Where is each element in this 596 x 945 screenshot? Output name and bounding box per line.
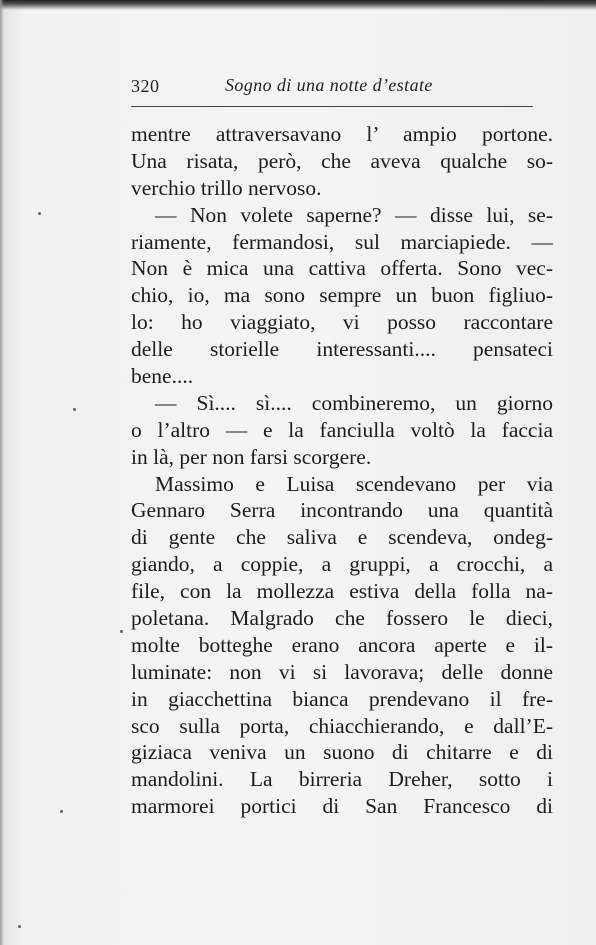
text-line: — Sì.... sì.... combineremo, un giorno [155, 390, 553, 415]
text-line: verchio trillo nervoso. [131, 175, 322, 200]
text-line: bene.... [131, 364, 194, 389]
text-line: riamente, fermandosi, sul marciapiede. — [131, 229, 553, 254]
running-title: Sogno di una notte d’estate [225, 75, 433, 95]
text-line: Una risata, però, che aveva qualche so- [131, 148, 553, 173]
text-line: poletana. Malgrado che fossero le dieci, [131, 606, 553, 631]
text-line: sco sulla porta, chiacchierando, e dall’E- [131, 713, 553, 738]
text-line: giziaca veniva un suono di chitarre e di [131, 740, 553, 765]
page-top-edge-shadow [0, 0, 596, 10]
paper-speck [38, 212, 41, 215]
paper-speck [120, 630, 123, 633]
text-line: mentre attraversavano l’ ampio portone. [131, 122, 553, 146]
text-line: o l’altro — e la fanciulla voltò la faccia [131, 417, 553, 442]
text-line: molte botteghe erano ancora aperte e il- [131, 632, 553, 657]
text-line: lo: ho viaggiato, vi posso raccontare [131, 310, 553, 335]
text-line: in giacchettina bianca prendevano il fre- [131, 686, 553, 711]
text-line: Massimo e Luisa scendevano per via [155, 471, 553, 496]
body-text [131, 121, 556, 820]
page-left-edge-shadow [0, 0, 4, 945]
page-number: 320 [131, 76, 160, 96]
text-line: Gennaro Serra incontrando una quantità [131, 498, 553, 523]
paper-speck [18, 925, 21, 928]
text-line: mandolini. La birreria Dreher, sotto i [131, 767, 553, 792]
text-line: chio, io, ma sono sempre un buon figliuo- [131, 283, 553, 308]
header-rule [131, 106, 533, 107]
page-header [131, 74, 551, 100]
text-line: file, con la mollezza estiva della folla na- [131, 579, 553, 604]
paper-speck [73, 408, 76, 411]
text-line: Non è mica una cattiva offerta. Sono vec- [131, 256, 553, 281]
text-line: — Non volete saperne? — disse lui, se- [155, 202, 553, 227]
text-line: luminate: non vi si lavorava; delle donne [131, 659, 553, 684]
text-line: giando, a coppie, a gruppi, a crocchi, a [131, 552, 553, 577]
paper-speck [60, 810, 63, 813]
text-line: delle storielle interessanti.... pensateci [131, 337, 553, 362]
text-line: in là, per non farsi scorgere. [131, 444, 372, 469]
text-line: di gente che saliva e scendeva, ondeg- [131, 525, 553, 550]
text-line: marmorei portici di San Francesco di [131, 794, 553, 819]
